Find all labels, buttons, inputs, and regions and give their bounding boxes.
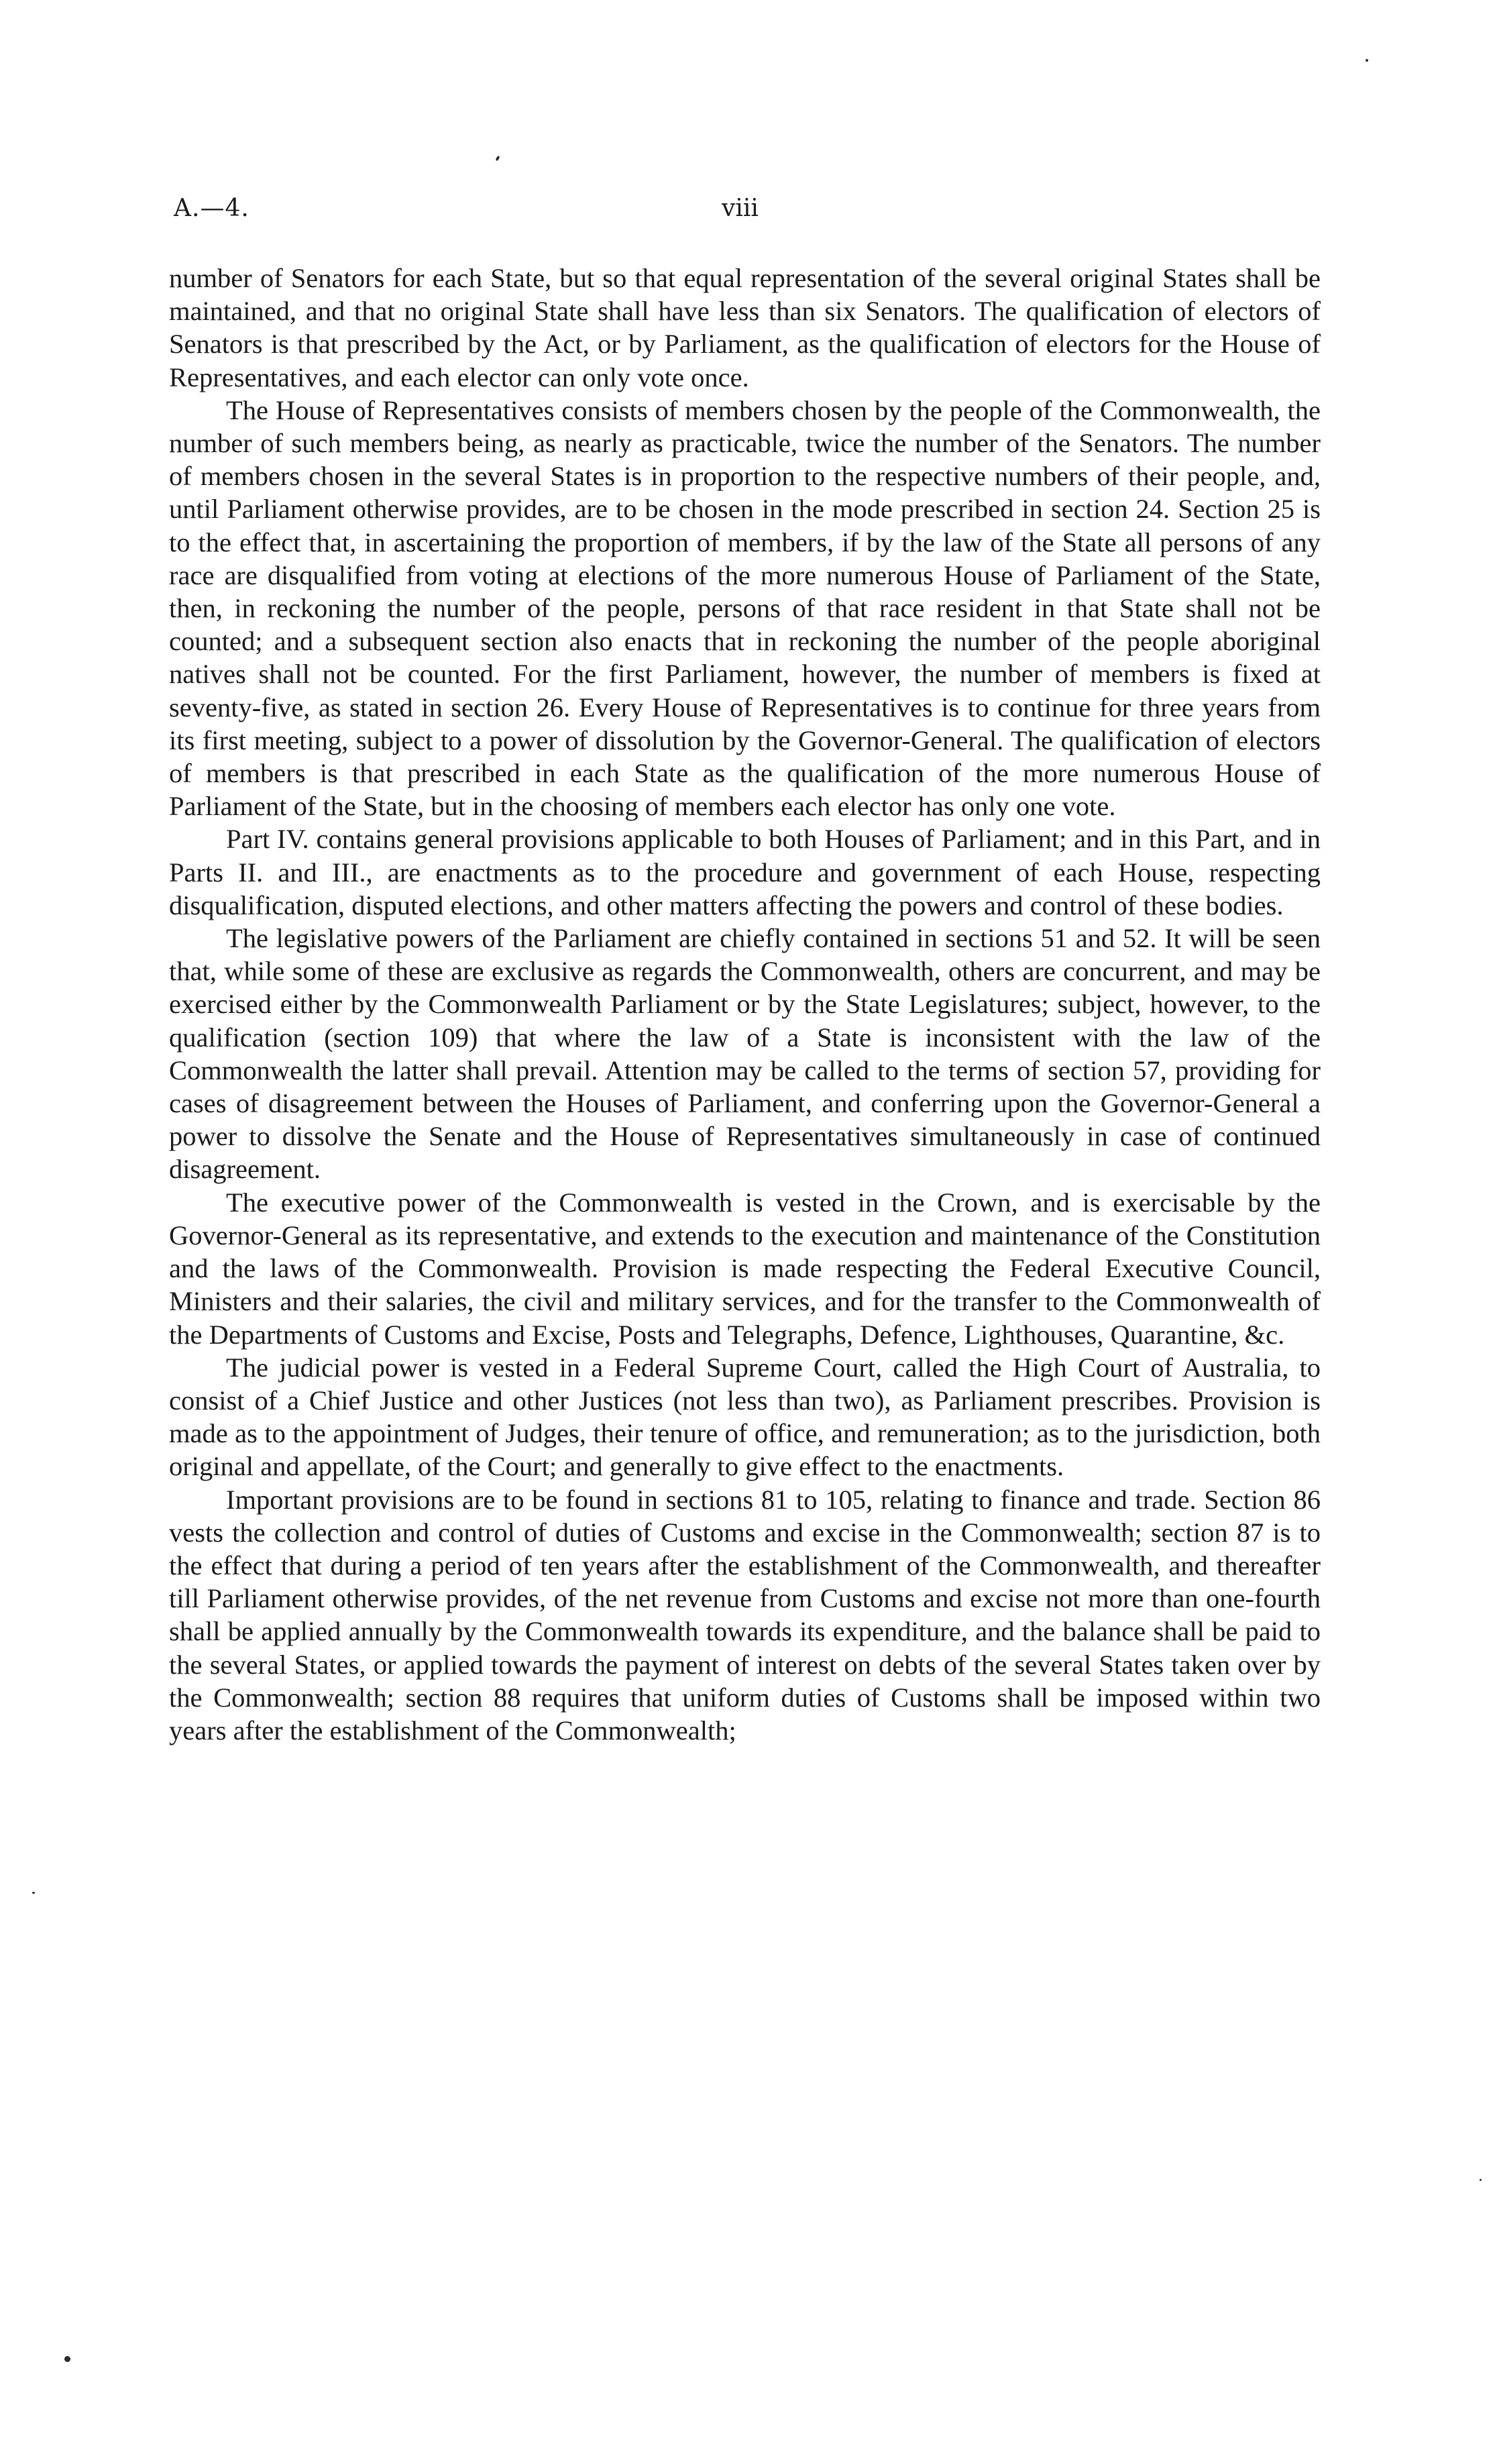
scan-speck [495,156,500,162]
scan-speck [1480,2179,1482,2181]
scan-speck [1366,59,1368,62]
document-reference-code: A.—4. [174,195,249,222]
paragraph-legislative-powers: The legislative powers of the Parliament are chiefly contained in sections 51 and 52. It will be seen that, while some of these are exclusive as regards the Commonwealth, others are concurrent, and may be exercised either by the Commonwealth Parliament or by the State Legislatures; subject, however, to the qualification (section 109) that where the law of a State is inconsistent with the law of the Commonwealth the latter shall prevail. Attention may be called to the terms of section 57, providing for cases of disagreement between the Houses of Parliament, and conferring upon the Governor-General a power to dissolve the Senate and the House of Representatives simultaneously in case of continued disagreement. [169,923,1321,1185]
scan-speck [32,1892,35,1894]
paragraph-executive-power: The executive power of the Commonwealth is vested in the Crown, and is exercisable by the Governor-General as its representative, and extends to the execution and maintenance of the Constitution and the laws of the Commonwealth. Provision is made respecting the Federal Executive Council, Ministers and their salaries, the civil and military services, and for the transfer to the Commonwealth of the Departments of Customs and Excise, Posts and Telegraphs, Defence, Lighthouses, Quarantine, &c. [169,1187,1321,1350]
scan-speck [64,2356,70,2362]
body-text [169,262,1321,1747]
page-number: viii [722,195,759,222]
paragraph-part-iv-provisions: Part IV. contains general provisions applicable to both Houses of Parliament; and in this Part, and in Parts II. and III., are enactments as to the procedure and government of each House, respecting disqualification, disputed elections, and other matters affecting the powers and control of these bodies. [169,824,1321,920]
paragraph-senate-continued: number of Senators for each State, but so that equal representation of the several original States shall be maintained, and that no original State shall have less than six Senators. The qualification of electors of Senators is that prescribed by the Act, or by Parliament, as the qualification of electors for the House of Representatives, and each elector can only vote once. [169,263,1321,392]
page-header [174,195,1321,235]
paragraph-finance-and-trade: Important provisions are to be found in sections 81 to 105, relating to finance and trade. Section 86 vests the collection and control of duties of Customs and excise in the Commonwealth; section 87 is to the effect that during a period of ten years after the establishment of the Commonwealth, and thereafter till Parliament otherwise provides, of the net revenue from Customs and excise not more than one-fourth shall be applied annually by the Commonwealth towards its expenditure, and the balance shall be paid to the several States, or applied towards the payment of interest on debts of the several States taken over by the Commonwealth; section 88 requires that uniform duties of Customs shall be imposed within two years after the establishment of the Commonwealth; [169,1484,1321,1746]
paragraph-house-of-representatives: The House of Representatives consists of members chosen by the people of the Commonwealth, the number of such members being, as nearly as practicable, twice the number of the Senators. The number of members chosen in the several States is in proportion to the respective numbers of their people, and, until Parliament otherwise provides, are to be chosen in the mode prescribed in section 24. Section 25 is to the effect that, in ascertaining the proportion of members, if by the law of the State all persons of any race are disqualified from voting at elections of the more numerous House of Parliament of the State, then, in reckoning the number of the people, persons of that race resident in that State shall not be counted; and a subsequent section also enacts that in reckoning the number of the people aboriginal natives shall not be counted. For the first Parliament, however, the number of members is fixed at seventy-five, as stated in section 26. Every House of Representatives is to continue for three years from its first meeting, subject to a power of dissolution by the Governor-General. The qualification of electors of members is that prescribed in each State as the qualification of the more numerous House of Parliament of the State, but in the choosing of members each elector has only one vote. [169,394,1321,822]
paragraph-judicial-power: The judicial power is vested in a Federal Supreme Court, called the High Court of Australia, to consist of a Chief Justice and other Justices (not less than two), as Parliament prescribes. Provision is made as to the appointment of Judges, their tenure of office, and remuneration; as to the jurisdiction, both original and appellate, of the Court; and generally to give effect to the enactments. [169,1352,1321,1482]
